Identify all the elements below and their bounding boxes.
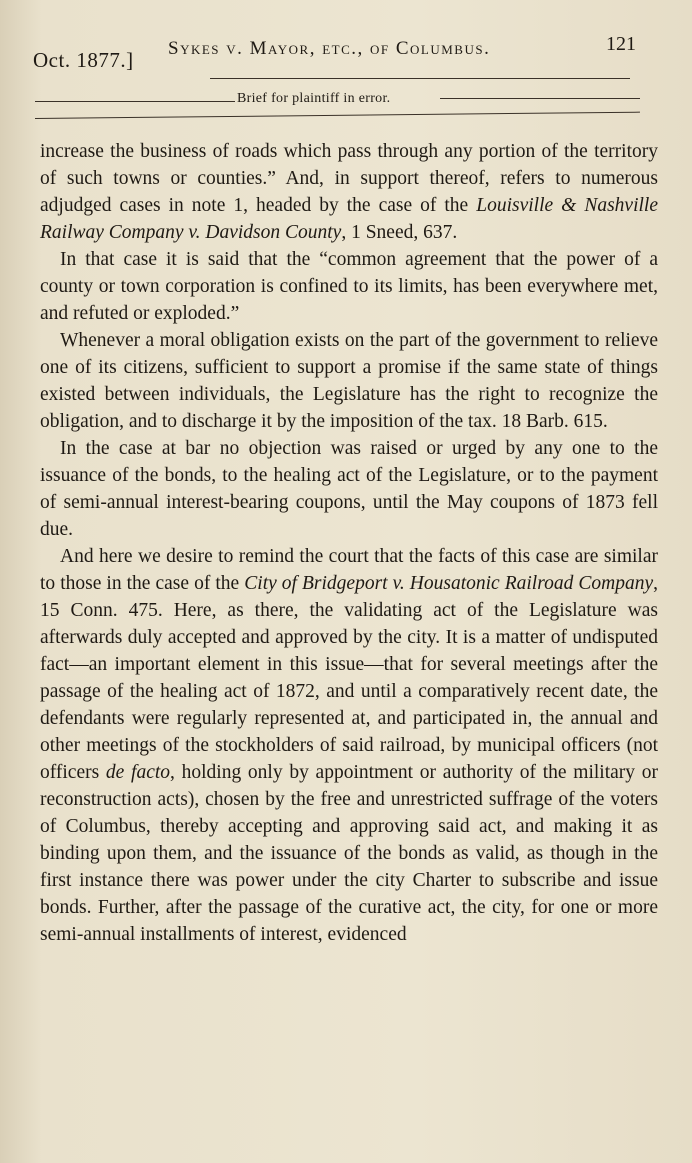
paragraph (40, 138, 658, 246)
italic-case-name: Louisville & Nashville Railway Company v. Davidson County (40, 195, 658, 243)
subhead-rule-right (440, 98, 640, 99)
paragraph (40, 543, 658, 948)
subhead-rule-left (35, 101, 235, 102)
running-head-date: Oct. 1877.] (33, 48, 134, 72)
paragraph (40, 327, 658, 435)
paragraph-text: increase the business of roads which pass through any portion of the territory of such towns or counties.” And, in support thereof, refers to numerous adjudged cases in note 1, headed by the case of the (40, 141, 658, 216)
paragraph-text: In that case it is said that the “common agreement that the power of a county or town corporation is confined to its limits, has been everywhere met, and refuted or exploded.” (40, 249, 658, 324)
paragraph-text: , holding only by appointment or authority of the military or reconstruction acts), chosen by the free and unrestricted suffrage of the voters of Columbus, thereby accepting and approving said act, and making it as binding upon them, and the issuance of the bonds as valid, as though in the first instance there was power under the city Charter to subscribe and issue bonds. Further, after the passage of the curative act, the city, for one or more semi-annual installments of interest, evidenced (40, 762, 658, 945)
body-text (40, 138, 658, 948)
italic-case-name: de facto (105, 762, 171, 783)
paragraph-text: , 15 Conn. 475. Here, as there, the validating act of the Legislature was afterwards duly accepted and approved by the city. It is a matter of undisputed fact—an important element in this issue—that for several meetings after the passage of the healing act of 1872, and until a comparatively recent date, the defendants were regularly represented at, and participated in, the annual and other meetings of the stockholders of said railroad, by municipal officers (not officers (40, 573, 659, 783)
page-number: 121 (606, 33, 636, 55)
italic-case-name: City of Bridgeport v. Housatonic Railroad Company (244, 573, 654, 594)
paragraph-text: , 1 Sneed, 637. (341, 222, 458, 243)
header-rule (210, 78, 630, 79)
paragraph (40, 435, 658, 543)
paragraph-text: Whenever a moral obligation exists on the part of the government to relieve one of its citizens, sufficient to support a promise if the same state of things existed between individuals, the Legislature has the right to recognize the obligation, and to discharge it by the imposition of the tax. 18 Barb. 615. (40, 330, 658, 432)
paragraph-text: In the case at bar no objection was raised or urged by any one to the issuance of the bonds, to the healing act of the Legislature, or to the payment of semi-annual interest-bearing coupons, until the May coupons of 1873 fell due. (40, 438, 658, 540)
subhead-rule-bottom (35, 112, 640, 119)
running-head-case-title: Sykes v. Mayor, etc., of Columbus. (168, 38, 491, 59)
subheading: Brief for plaintiff in error. (237, 91, 391, 106)
paragraph-text: And here we desire to remind the court that the facts of this case are similar to those in the case of the (40, 546, 658, 594)
paragraph (40, 246, 658, 327)
